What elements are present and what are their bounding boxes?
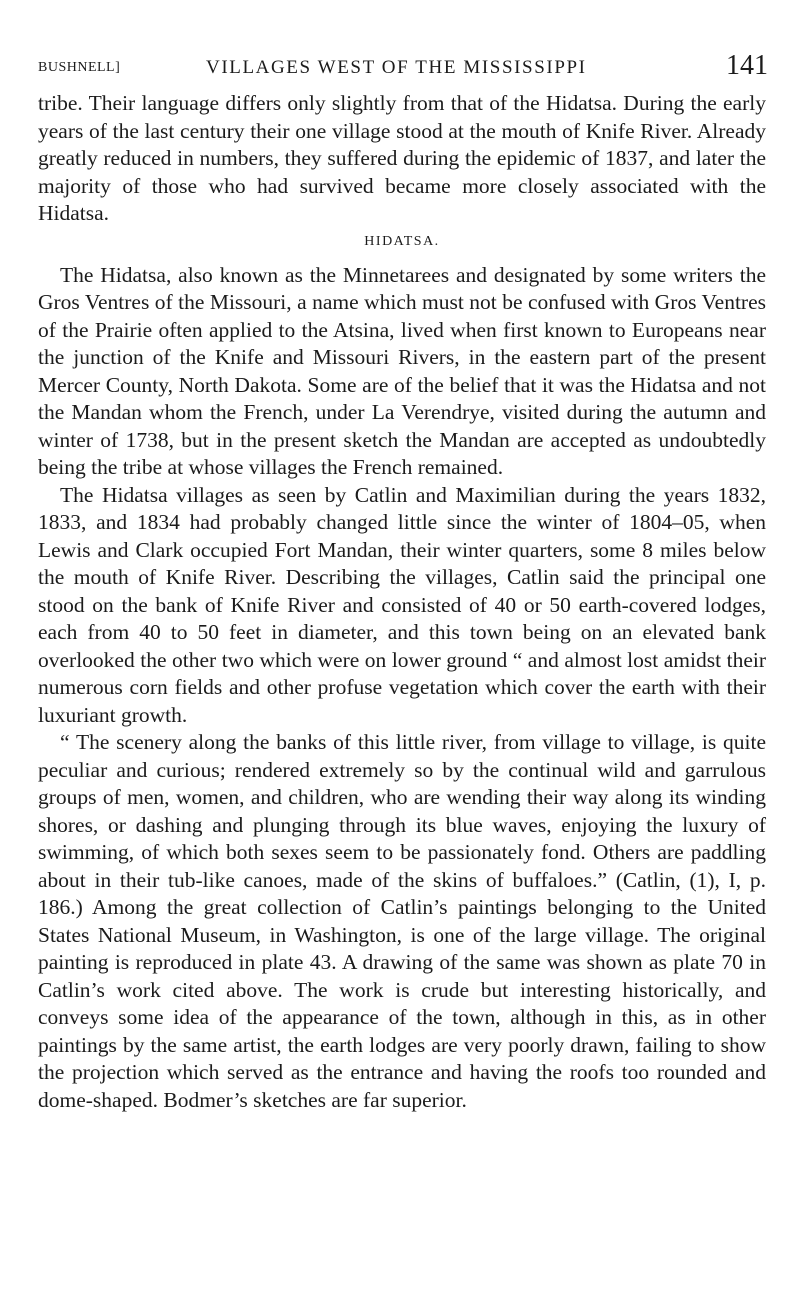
section-heading: HIDATSA. — [364, 233, 440, 249]
author-running-head: BUSHNELL] — [38, 60, 121, 75]
running-head — [38, 50, 768, 84]
paragraph-continued: tribe. Their language differs only slightly from that of the Hidatsa. During the early years of the last century their one village stood at the mouth of Knife River. Already greatly reduced in numbers, they suffered during the epidemic of 1837, and later the majority of those who had survived became more closely associated with the Hidatsa. — [38, 91, 766, 225]
paragraph: The Hidatsa, also known as the Minnetarees and designated by some writers the Gros Ventres of the Missouri, a name which must not be confused with Gros Ventres of the Prairie often applied to the Atsina, lived when first known to Europeans near the junction of the Knife and Missouri Rivers, in the eastern part of the present Mercer County, North Dakota. Some are of the belief that it was the Hidatsa and not the Mandan whom the French, under La Verendrye, visited during the autumn and winter of 1738, but in the present sketch the Mandan are accepted as undoubtedly being the tribe at whose villages the French remained. — [38, 262, 766, 479]
paragraph: The Hidatsa villages as seen by Catlin and Maximilian during the years 1832, 1833, and 1834 had probably changed little since the winter of 1804–05, when Lewis and Clark occupied Fort Mandan, their winter quarters, some 8 miles below the mouth of Knife River. Describing the villages, Catlin said the principal one stood on the bank of Knife River and consisted of 40 or 50 earth-covered lodges, each from 40 to 50 feet in diameter, and this town being on an elevated bank overlooked the other two which were on lower ground “ and almost lost amidst their numerous corn fields and other profuse vegetation which cover the earth with their luxuriant growth. — [38, 482, 766, 727]
paragraph: “ The scenery along the banks of this little river, from village to village, is quite peculiar and curious; rendered extremely so by the continual wild and garrulous groups of men, women, and children, who are wending their way along its winding shores, or dashing and plunging through its blue waves, enjoying the luxury of swimming, of which both sexes seem to be passionately fond. Others are paddling about in their tub-like canoes, made of the skins of buffaloes.” (Catlin, (1), I, p. 186.) Among the great collection of Catlin’s paintings belonging to the United States National Museum, in Washington, is one of the large village. The original painting is reproduced in plate 43. A drawing of the same was shown as plate 70 in Catlin’s work cited above. The work is crude but interesting historically, and conveys some idea of the appearance of the town, although in this, as in other paintings by the same artist, the earth lodges are very poorly drawn, failing to show the projection which served as the entrance and having the roofs too rounded and dome-shaped. Bodmer’s sketches are far superior. — [38, 730, 766, 1112]
page-number: 141 — [726, 50, 768, 81]
body-text — [38, 90, 766, 1114]
chapter-running-head: VILLAGES WEST OF THE MISSISSIPPI — [206, 57, 587, 78]
